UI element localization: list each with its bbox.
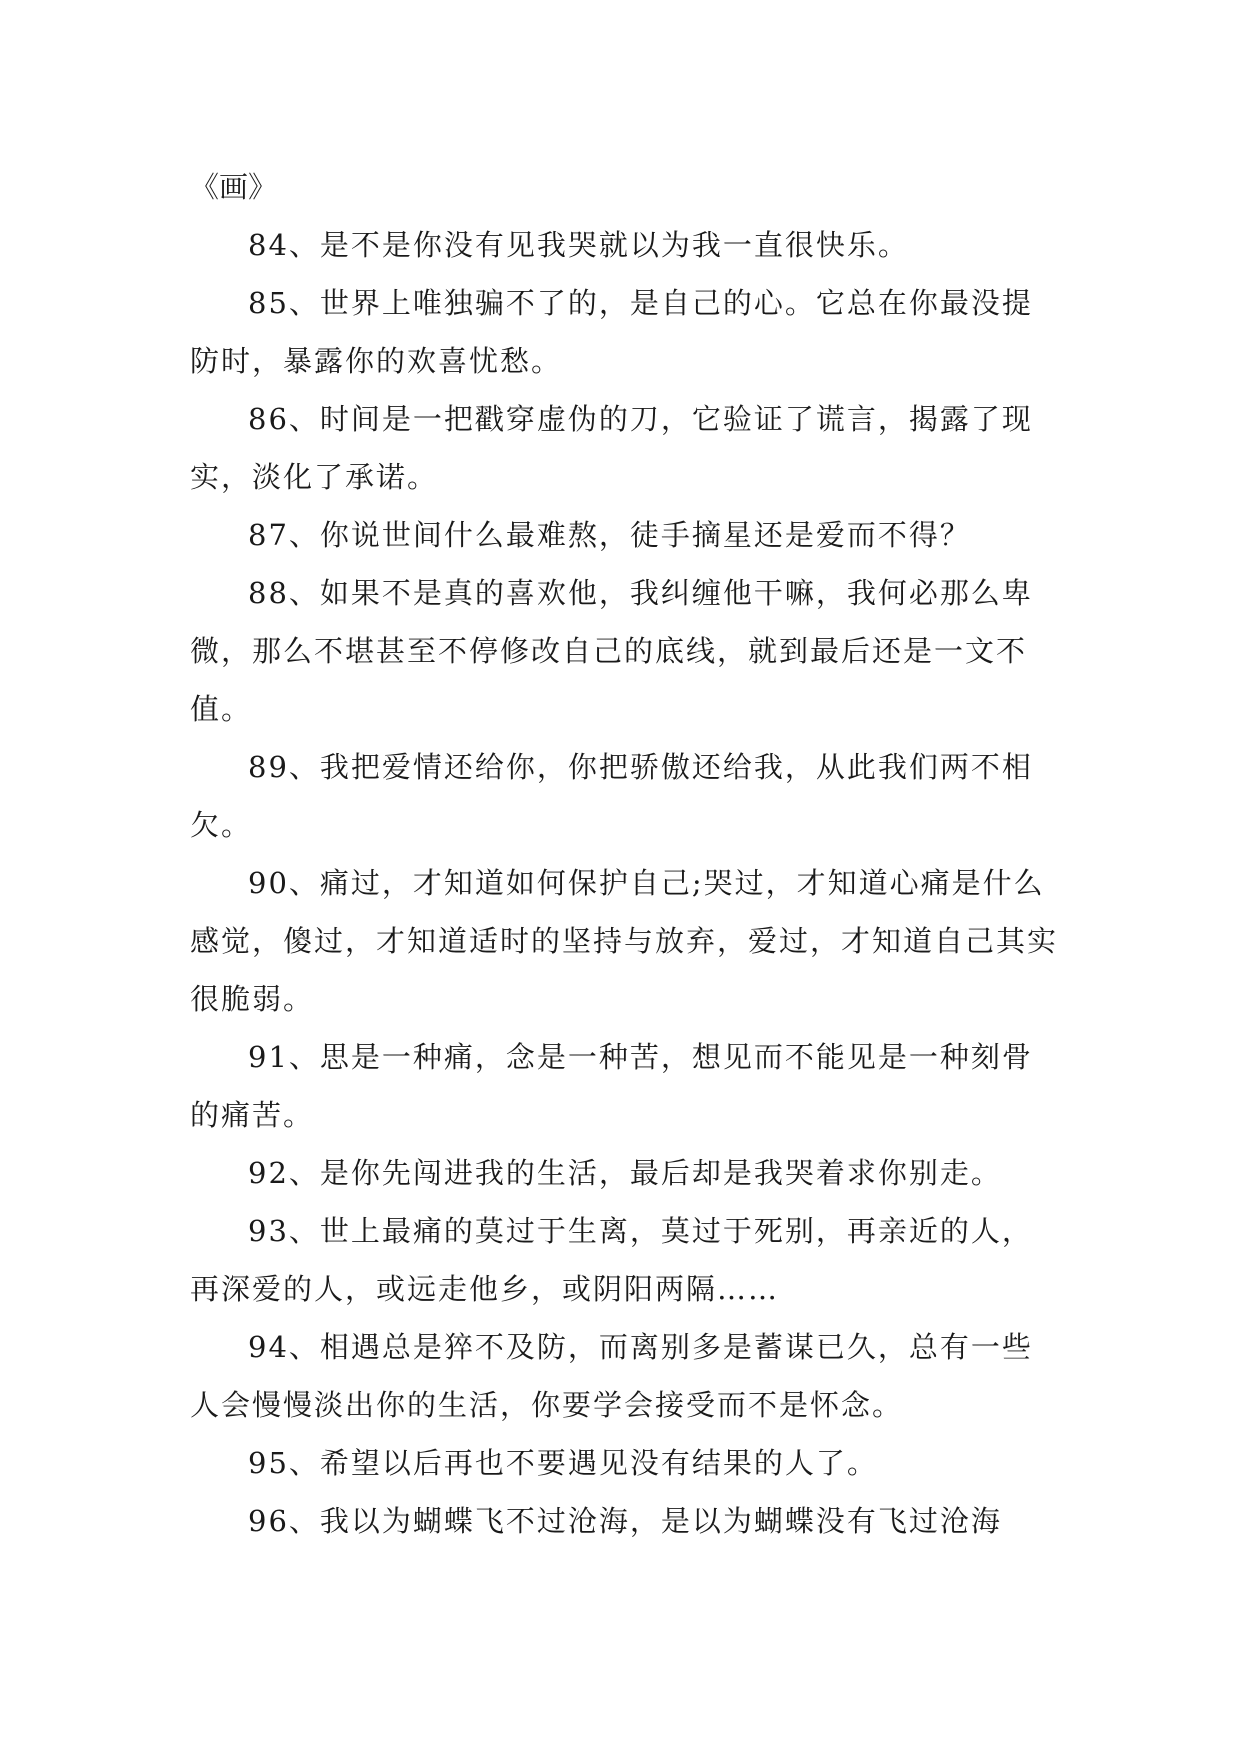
- paragraph-96: 96、我以为蝴蝶飞不过沧海，是以为蝴蝶没有飞过沧海: [248, 1504, 1002, 1538]
- paragraph-84: 84、是不是你没有见我哭就以为我一直很快乐。: [248, 228, 909, 262]
- paragraph-92: 92、是你先闯进我的生活，最后却是我哭着求你别走。: [248, 1156, 1002, 1190]
- paragraph-87: 87、你说世间什么最难熬，徒手摘星还是爱而不得？: [248, 518, 971, 552]
- paragraph-85: 85、世界上唯独骗不了的，是自己的心。它总在你最没提防时，暴露你的欢喜忧愁。: [190, 286, 1033, 378]
- paragraph-95: 95、希望以后再也不要遇见没有结果的人了。: [248, 1446, 878, 1480]
- paragraph-94: 94、相遇总是猝不及防，而离别多是蓄谋已久，总有一些人会慢慢淡出你的生活，你要学会接受而不是怀念。: [190, 1330, 1033, 1422]
- document-body: [190, 158, 1060, 1550]
- paragraph-91: 91、思是一种痛，念是一种苦，想见而不能见是一种刻骨的痛苦。: [190, 1040, 1033, 1132]
- paragraph-93: 93、世上最痛的莫过于生离，莫过于死别，再亲近的人，再深爱的人，或远走他乡，或阴阳两隔……: [190, 1214, 1033, 1306]
- paragraph-89: 89、我把爱情还给你，你把骄傲还给我，从此我们两不相欠。: [190, 750, 1033, 842]
- document-title: 《画》: [190, 170, 278, 204]
- paragraph-90: 90、痛过，才知道如何保护自己;哭过，才知道心痛是什么感觉，傻过，才知道适时的坚持与放弃，爱过，才知道自己其实很脆弱。: [190, 866, 1059, 1016]
- paragraph-86: 86、时间是一把戳穿虚伪的刀，它验证了谎言，揭露了现实，淡化了承诺。: [190, 402, 1033, 494]
- paragraph-88: 88、如果不是真的喜欢他，我纠缠他干嘛，我何必那么卑微，那么不堪甚至不停修改自己的底线，就到最后还是一文不值。: [190, 576, 1033, 726]
